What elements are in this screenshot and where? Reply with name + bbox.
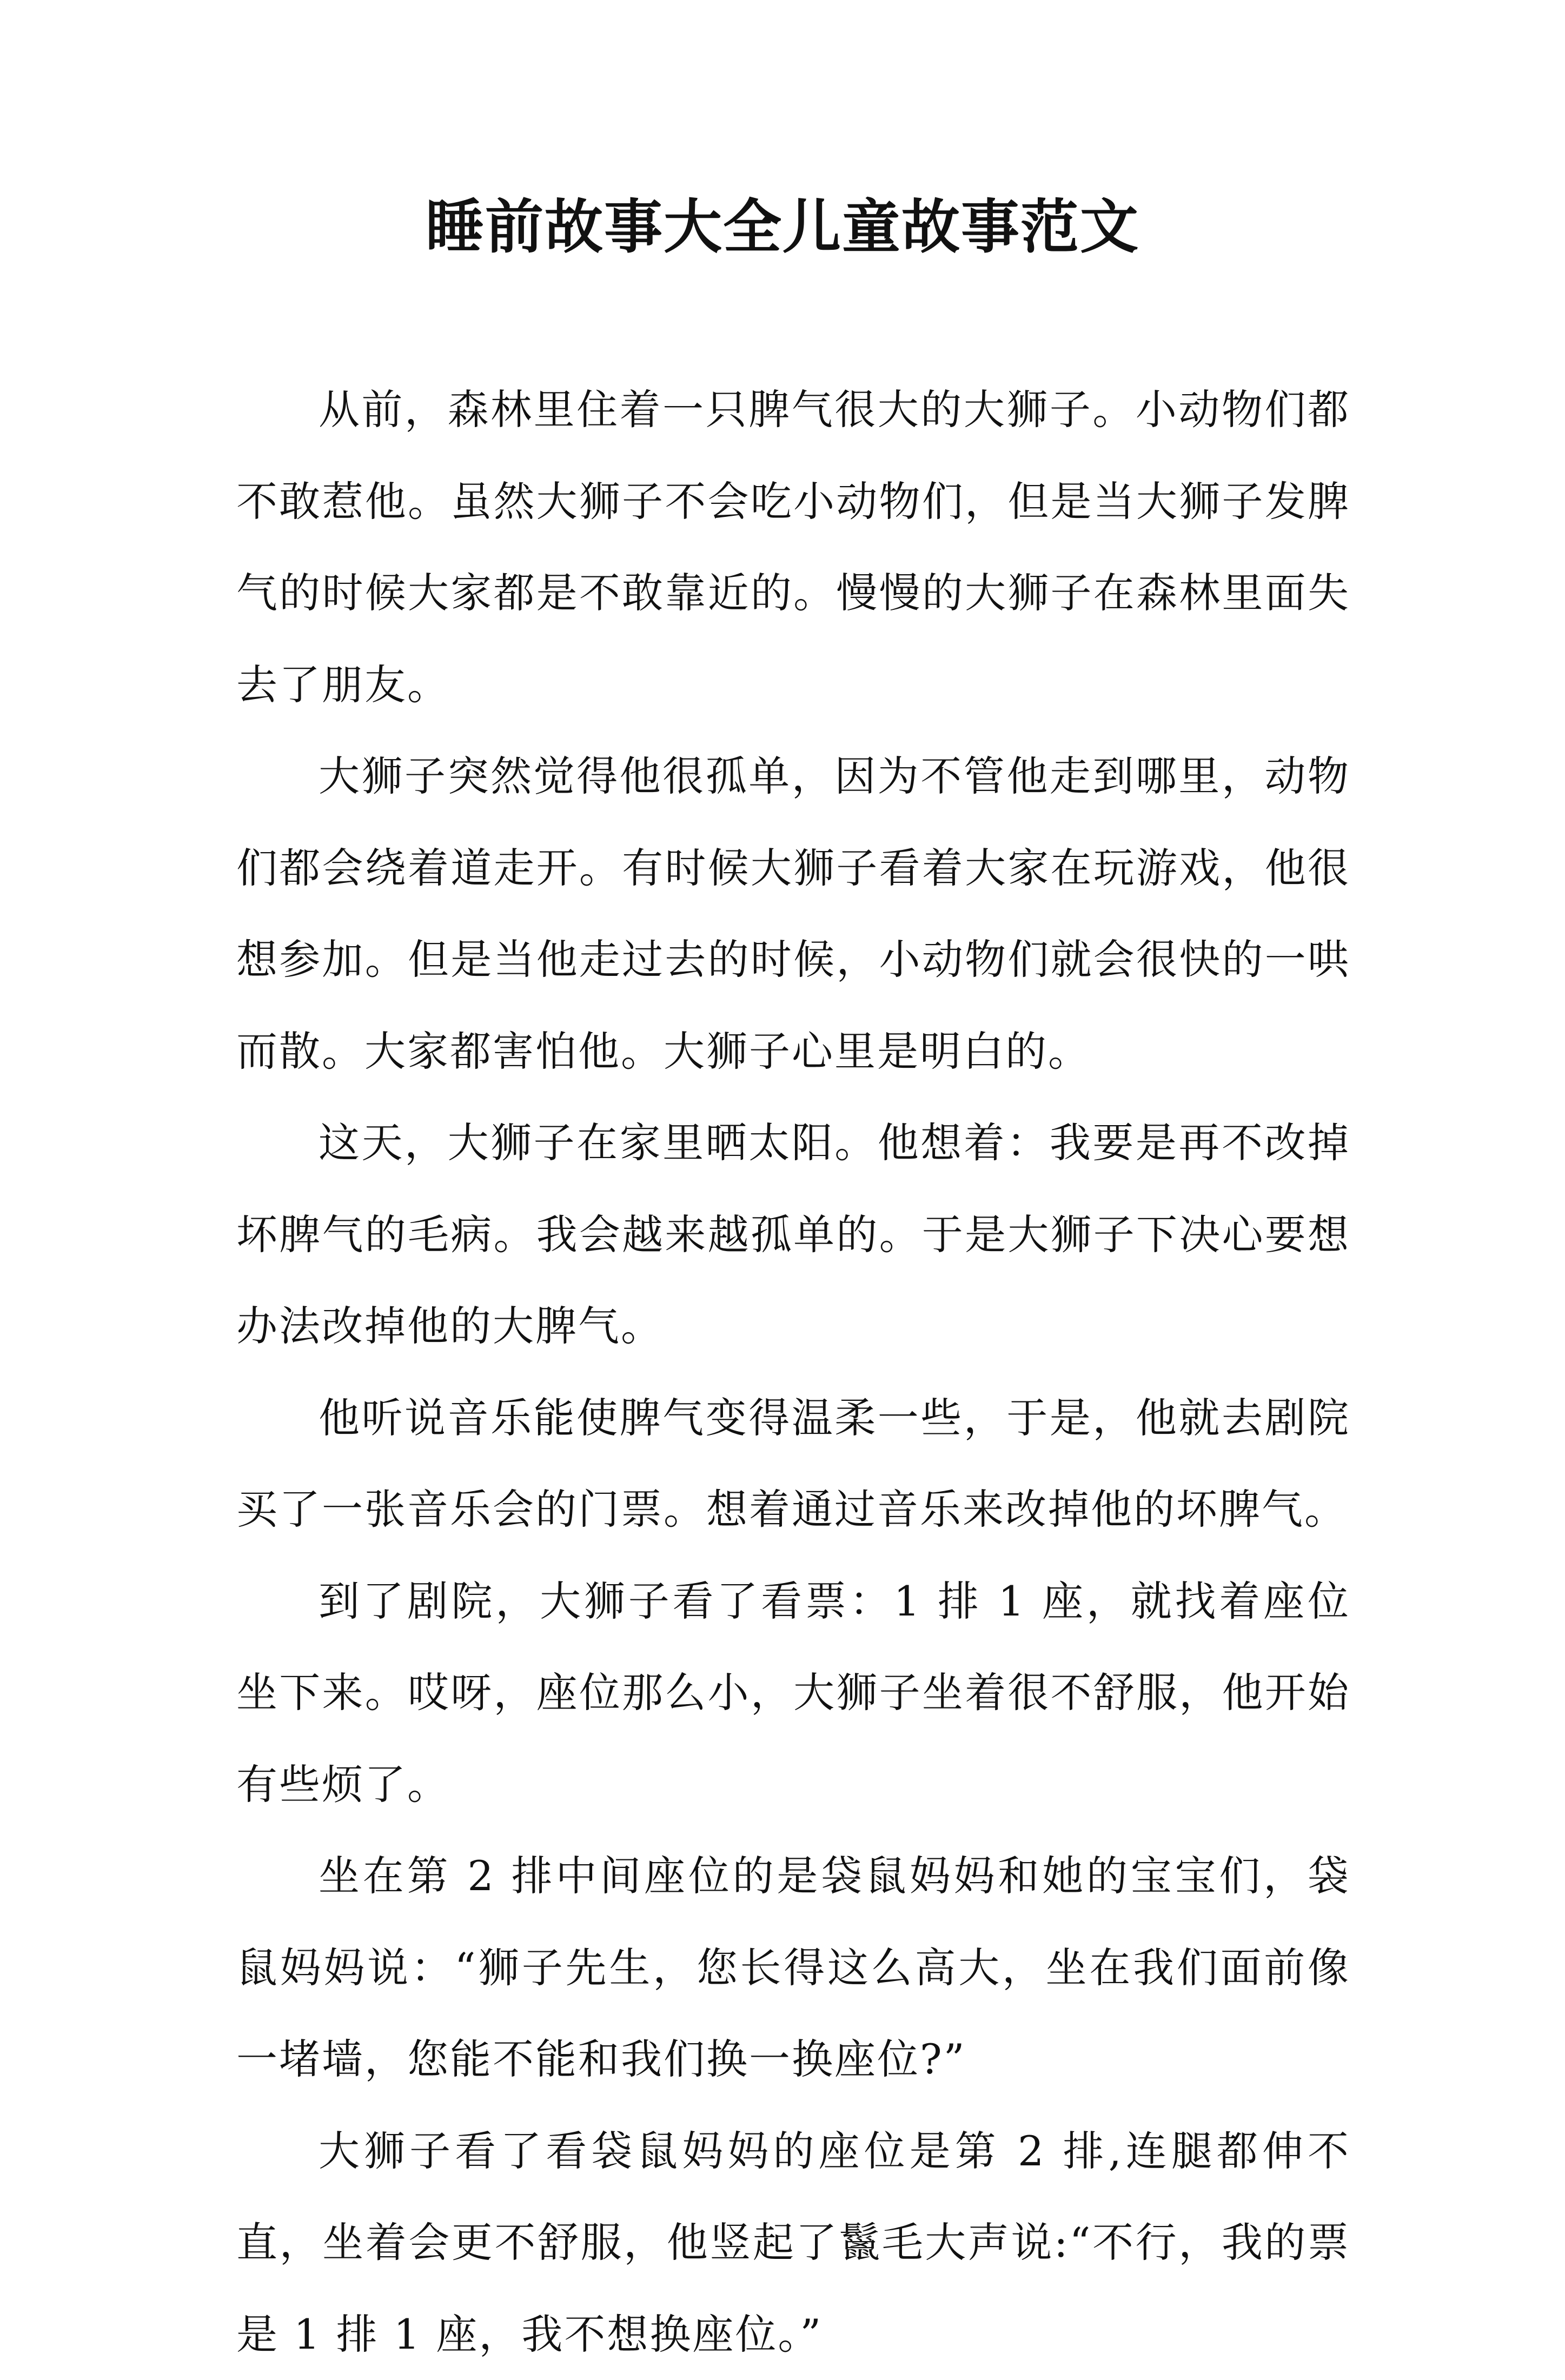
document-title: 睡前故事大全儿童故事范文	[0, 187, 1565, 268]
paragraph: 这天，大狮子在家里晒太阳。他想着：我要是再不改掉坏脾气的毛病。我会越来越孤单的。于是大狮子下决心要想办法改掉他的大脾气。	[236, 1097, 1350, 1372]
paragraph: 到了剧院，大狮子看了看票：1 排 1 座，就找着座位坐下来。哎呀，座位那么小，大狮子坐着很不舒服，他开始有些烦了。	[236, 1555, 1350, 1831]
document-body	[236, 364, 1350, 2380]
paragraph: 坐在第 2 排中间座位的是袋鼠妈妈和她的宝宝们，袋鼠妈妈说：“狮子先生，您长得这么高大，坐在我们面前像一堵墙，您能不能和我们换一换座位?”	[236, 1830, 1350, 2105]
paragraph: 大狮子突然觉得他很孤单，因为不管他走到哪里，动物们都会绕着道走开。有时候大狮子看着大家在玩游戏，他很想参加。但是当他走过去的时候，小动物们就会很快的一哄而散。大家都害怕他。大狮子心里是明白的。	[236, 730, 1350, 1097]
paragraph: 大狮子看了看袋鼠妈妈的座位是第 2 排,连腿都伸不直，坐着会更不舒服，他竖起了鬣毛大声说:“不行，我的票是 1 排 1 座，我不想换座位。”	[236, 2105, 1350, 2380]
paragraph: 从前，森林里住着一只脾气很大的大狮子。小动物们都不敢惹他。虽然大狮子不会吃小动物们，但是当大狮子发脾气的时候大家都是不敢靠近的。慢慢的大狮子在森林里面失去了朋友。	[236, 364, 1350, 730]
paragraph: 他听说音乐能使脾气变得温柔一些，于是，他就去剧院买了一张音乐会的门票。想着通过音乐来改掉他的坏脾气。	[236, 1372, 1350, 1555]
